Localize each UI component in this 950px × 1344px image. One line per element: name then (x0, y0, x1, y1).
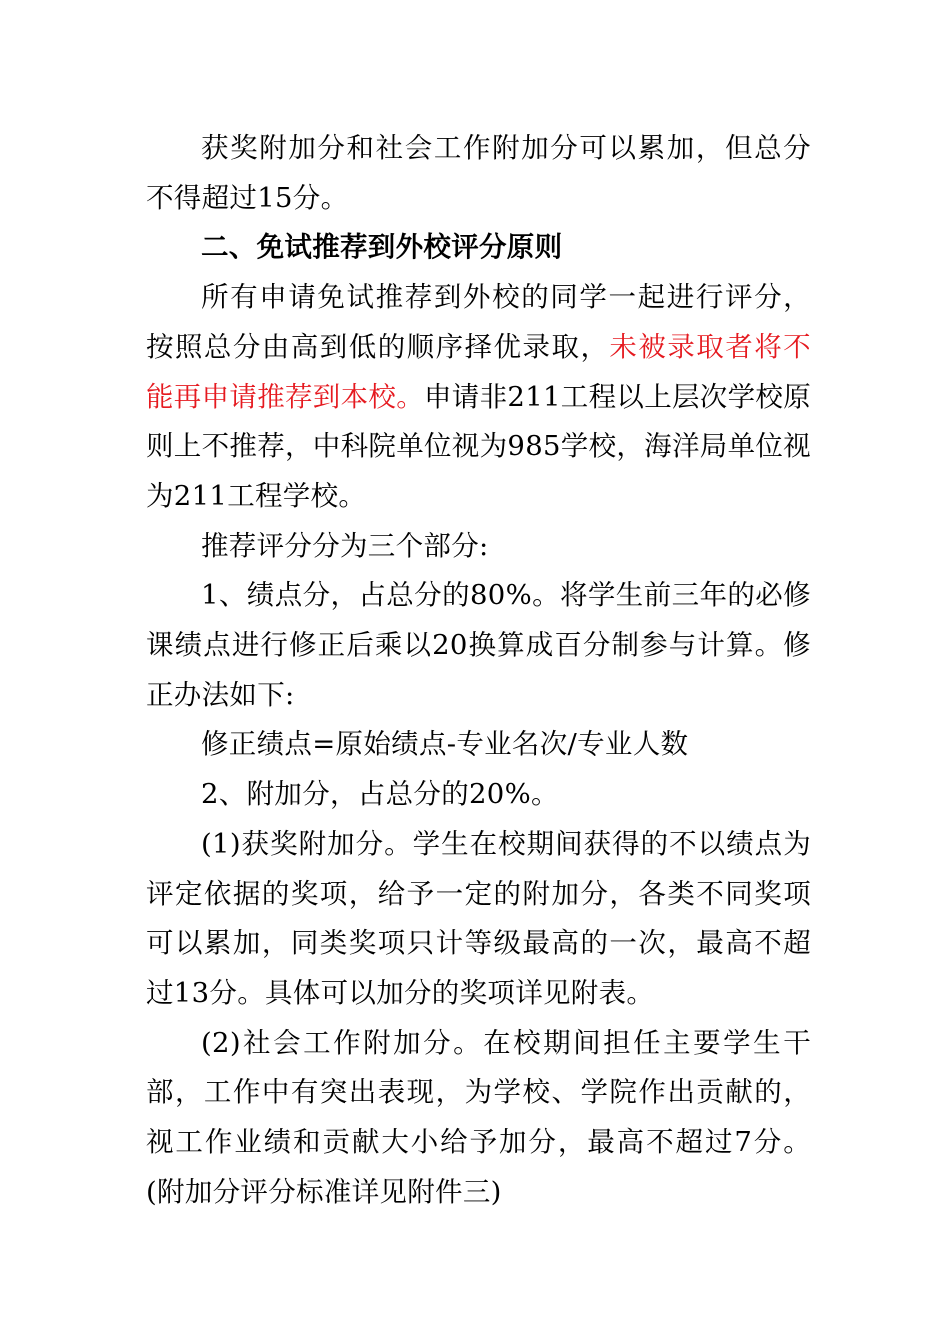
paragraph-gpa-score: 1、绩点分，占总分的80%。将学生前三年的必修课绩点进行修正后乘以20换算成百分制参与计算。修正办法如下: (146, 579, 811, 711)
principle-text-start: 所有申请免试推荐到外校的同学一起进行评分，按照总分由高到低的顺序择优录取， (146, 281, 811, 363)
paragraph-social-work-bonus: (2)社会工作附加分。在校期间担任主要学生干部，工作中有突出表现，为学校、学院作出贡献的，视工作业绩和贡献大小给予加分，最高不超过7分。(附加分评分标准详见附件三) (146, 1026, 811, 1208)
principle-warning-red: 未被录取者将不能再申请推荐到本校。 (146, 330, 811, 413)
paragraph-score-parts: 推荐评分分为三个部分: (201, 529, 489, 562)
document-body (146, 124, 811, 1217)
paragraph-evaluation-principle (146, 273, 811, 522)
section-heading-external-recommendation: 二、免试推荐到外校评分原则 (201, 231, 563, 264)
paragraph-bonus-cap: 获奖附加分和社会工作附加分可以累加，但总分不得超过15分。 (146, 132, 811, 214)
paragraph-bonus-score: 2、附加分，占总分的20%。 (201, 778, 559, 811)
paragraph-gpa-formula: 修正绩点=原始绩点-专业名次/专业人数 (201, 728, 689, 761)
principle-text-end: 申请非211工程以上层次学校原则上不推荐，中科院单位视为985学校，海洋局单位视为211工程学校。 (146, 380, 811, 512)
paragraph-award-bonus: (1)获奖附加分。学生在校期间获得的不以绩点为评定依据的奖项，给予一定的附加分，各类不同奖项可以累加，同类奖项只计等级最高的一次，最高不超过13分。具体可以加分的奖项详见附表。 (146, 827, 811, 1009)
